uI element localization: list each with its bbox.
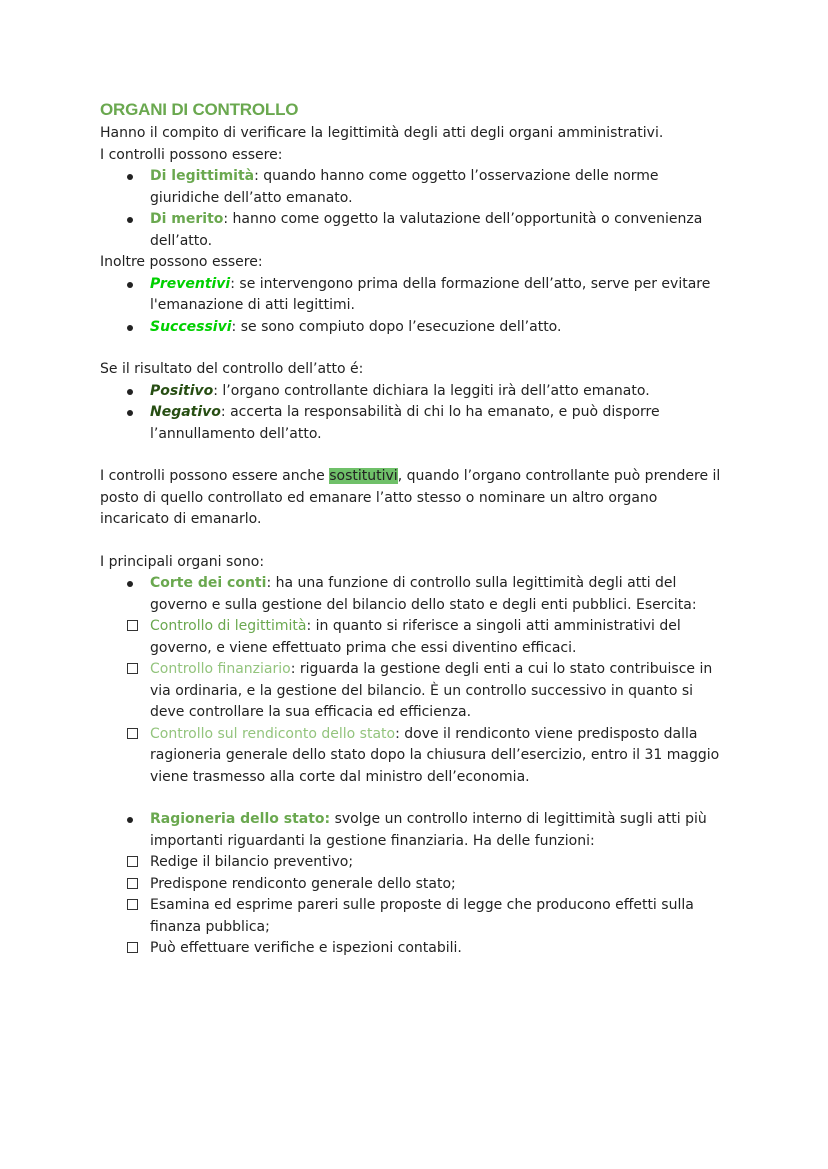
outcomes-list	[100, 381, 730, 446]
term-di-merito: Di merito	[150, 211, 224, 227]
ragioneria-checklist	[100, 852, 730, 960]
checklist-item: Può effettuare verifiche e ispezioni contabili.	[100, 938, 730, 960]
checklist-item: Controllo di legittimità: in quanto si riferisce a singoli atti amministrativi del governo, e viene effettuato prima che essi diventino efficaci.	[100, 616, 730, 659]
term-ragioneria-dello-stato: Ragioneria dello stato:	[150, 811, 331, 827]
checklist-item: Esamina ed esprime pareri sulle proposte di legge che producono effetti sulla finanza pubblica;	[100, 895, 730, 938]
intro-sentence: Hanno il compito di verificare la legittimità degli atti degli organi amministrativi.	[100, 125, 664, 141]
list-item: Positivo: l’organo controllante dichiara la leggiti irà dell’atto emanato.	[100, 381, 730, 403]
sostitutivi-paragraph: I controlli possono essere anche sostitutivi, quando l’organo controllante può prendere il posto di quello controllato ed emanare l’atto stesso o nominare un altro organo incaricato di emanarlo.	[100, 468, 721, 527]
list-item: Negativo: accerta la responsabilità di chi lo ha emanato, e può disporre l’annullamento dell’atto.	[100, 402, 730, 445]
term-di-legittimita: Di legittimità	[150, 168, 255, 184]
list-item: Preventivi: se intervengono prima della formazione dell’atto, serve per evitare l'emanazione di atti legittimi.	[100, 274, 730, 317]
checklist-item: Controllo sul rendiconto dello stato: dove il rendiconto viene predisposto dalla ragioneria generale dello stato dopo la chiusura dell’esercizio, entro il 31 maggio viene trasmesso alla corte dal ministro dell’economia.	[100, 724, 730, 789]
organs-list-corte	[100, 573, 730, 616]
control-types-list	[100, 166, 730, 252]
term-controllo-rendiconto: Controllo sul rendiconto dello stato	[150, 725, 396, 742]
checkbox-icon[interactable]	[127, 620, 138, 631]
checkbox-icon[interactable]	[127, 899, 138, 910]
list-item: Ragioneria dello stato: svolge un controllo interno di legittimità sugli atti più importanti riguardanti la gestione finanziaria. Ha delle funzioni:	[100, 809, 730, 852]
list-item: Di legittimità: quando hanno come oggetto l’osservazione delle norme giuridiche dell’atto emanato.	[100, 166, 730, 209]
timing-types-list	[100, 274, 730, 339]
heading-organi-di-controllo: ORGANI DI CONTROLLO	[100, 100, 299, 119]
inoltre-lead: Inoltre possono essere:	[100, 254, 263, 270]
term-controllo-legittimita: Controllo di legittimità	[150, 618, 307, 634]
corte-checklist	[100, 616, 730, 788]
list-item: Successivi: se sono compiuto dopo l’esecuzione dell’atto.	[100, 317, 730, 339]
checkbox-icon[interactable]	[127, 856, 138, 867]
term-positivo: Positivo	[150, 382, 214, 399]
principali-lead: I principali organi sono:	[100, 553, 265, 570]
checkbox-icon[interactable]	[127, 728, 138, 739]
risultato-lead: Se il risultato del controllo dell’atto é:	[100, 361, 364, 377]
term-corte-dei-conti: Corte dei conti	[150, 575, 267, 591]
list-item: Di merito: hanno come oggetto la valutazione dell’opportunità o convenienza dell’atto.	[100, 209, 730, 252]
term-successivi: Successivi	[150, 318, 232, 335]
highlighted-term-sostitutivi: sostitutivi	[329, 468, 398, 484]
term-negativo: Negativo	[150, 404, 221, 420]
checklist-item: Predispone rendiconto generale dello stato;	[100, 874, 730, 896]
checkbox-icon[interactable]	[127, 663, 138, 674]
document-body	[100, 100, 730, 960]
term-preventivi: Preventivi	[150, 275, 231, 292]
intro-list-lead: I controlli possono essere:	[100, 146, 283, 163]
checklist-item: Redige il bilancio preventivo;	[100, 852, 730, 874]
checklist-item: Controllo finanziario: riguarda la gestione degli enti a cui lo stato contribuisce in via ordinaria, e la gestione del bilancio. È un controllo successivo in quanto si deve controllare la sua efficacia ed efficienza.	[100, 659, 730, 724]
list-item: Corte dei conti: ha una funzione di controllo sulla legittimità degli atti del governo e sulla gestione del bilancio dello stato e degli enti pubblici. Esercita:	[100, 573, 730, 616]
organs-list-ragioneria	[100, 809, 730, 852]
checkbox-icon[interactable]	[127, 942, 138, 953]
checkbox-icon[interactable]	[127, 878, 138, 889]
term-controllo-finanziario: Controllo finanziario	[150, 661, 291, 677]
